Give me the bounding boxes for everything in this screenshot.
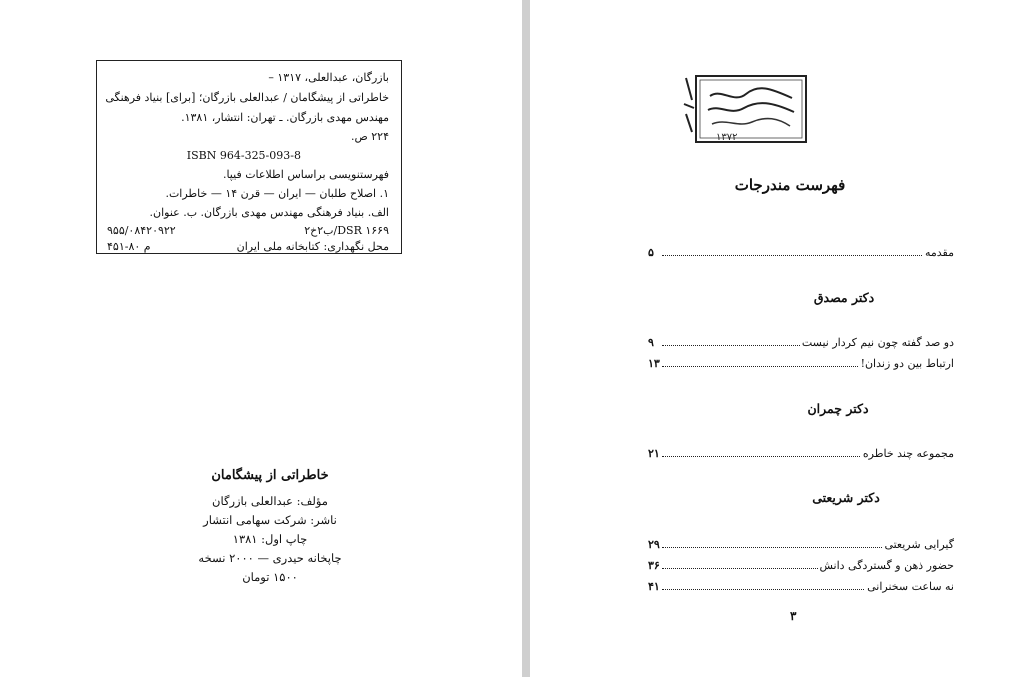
catalog-title-line: خاطراتی از پیشگامان / عبدالعلی بازرگان؛ [برای] بنیاد فرهنگی xyxy=(105,91,389,104)
catalog-isbn: ISBN 964-325-093-8 xyxy=(186,149,301,162)
cataloging-card xyxy=(96,60,402,254)
author-line: مؤلف: عبدالعلی بازرگان xyxy=(212,494,328,508)
catalog-added-entry-line: الف. بنیاد فرهنگی مهندس مهدی بازرگان. ب. عنوان. xyxy=(149,206,389,219)
catalog-note-line: فهرستنویسی براساس اطلاعات فیپا. xyxy=(222,168,389,181)
printing-line: چاپخانه حیدری — ۲۰۰۰ نسخه xyxy=(198,551,342,565)
catalog-dsr: DSR ۱۶۶۹/ب۲خ۲ xyxy=(304,224,389,237)
catalog-library: محل نگهداری: کتابخانه ملی ایران xyxy=(236,240,389,253)
toc-section-title: دکتر مصدق xyxy=(813,290,875,305)
toc-entry xyxy=(648,559,954,573)
toc-entry-page: ۵ xyxy=(648,246,654,259)
toc-entry xyxy=(648,246,954,260)
library-stamp-icon xyxy=(682,70,810,148)
toc-entry xyxy=(648,580,954,594)
toc-section-title: دکتر شریعتی xyxy=(812,490,880,505)
toc-entry xyxy=(648,447,954,461)
toc-entry-page: ۲۱ xyxy=(648,447,660,460)
toc-entry xyxy=(648,538,954,552)
toc-entry-title: نه ساعت سخنرانی xyxy=(867,580,954,593)
page-number: ۳ xyxy=(790,609,797,623)
dot-leader xyxy=(662,255,954,256)
book-title: خاطراتی از پیشگامان xyxy=(211,468,329,483)
catalog-dewey: ۹۵۵/۰۸۴۲۰۹۲۲ xyxy=(107,224,176,237)
toc-entry-page: ۳۶ xyxy=(648,559,660,572)
catalog-classification-row xyxy=(107,225,389,236)
toc-entry-page: ۱۳ xyxy=(648,357,660,370)
publisher-line: ناشر: شرکت سهامی انتشار xyxy=(203,513,337,527)
edition-line: چاپ اول: ۱۳۸۱ xyxy=(232,532,308,546)
toc-entry-title: ارتباط بین دو زندان! xyxy=(860,357,954,370)
toc-entry xyxy=(648,336,954,350)
imprint-block xyxy=(120,466,420,587)
library-stamp xyxy=(682,70,810,148)
right-page xyxy=(530,0,1024,677)
catalog-subject-line: ۱. اصلاح طلبان — ایران — قرن ۱۴ — خاطرات. xyxy=(165,187,389,200)
toc-entry-title: مجموعه چند خاطره xyxy=(862,447,954,460)
catalog-author-line: بازرگان، عبدالعلی، ۱۳۱۷ – xyxy=(268,71,389,84)
toc-entry-page: ۹ xyxy=(648,336,654,349)
toc-entry xyxy=(648,357,954,371)
stamp-year: ۱۳۷۲ xyxy=(716,132,738,143)
toc-section-title: دکتر چمران xyxy=(807,401,869,416)
catalog-pages-line: ۲۲۴ ص. xyxy=(350,130,389,143)
catalog-library-code: م ۸۰-۴۵۱ xyxy=(107,240,151,253)
toc-entry-page: ۲۹ xyxy=(648,538,660,551)
toc-entry-title: حضور ذهن و گستردگی دانش xyxy=(819,559,954,572)
toc-entry-page: ۴۱ xyxy=(648,580,660,593)
book-gutter xyxy=(522,0,530,677)
toc-entry-title: گیرایی شریعتی xyxy=(884,538,954,551)
price-line: ۱۵۰۰ تومان xyxy=(242,570,298,584)
catalog-publication-line: مهندس مهدی بازرگان. ـ تهران: انتشار، ۱۳۸۱. xyxy=(181,111,389,124)
toc-entry-title: دو صد گفته چون نیم کردار نیست xyxy=(801,336,954,349)
toc-heading: فهرست مندرجات xyxy=(734,176,846,194)
catalog-library-row xyxy=(107,241,389,252)
toc-entry-title: مقدمه xyxy=(924,246,954,259)
